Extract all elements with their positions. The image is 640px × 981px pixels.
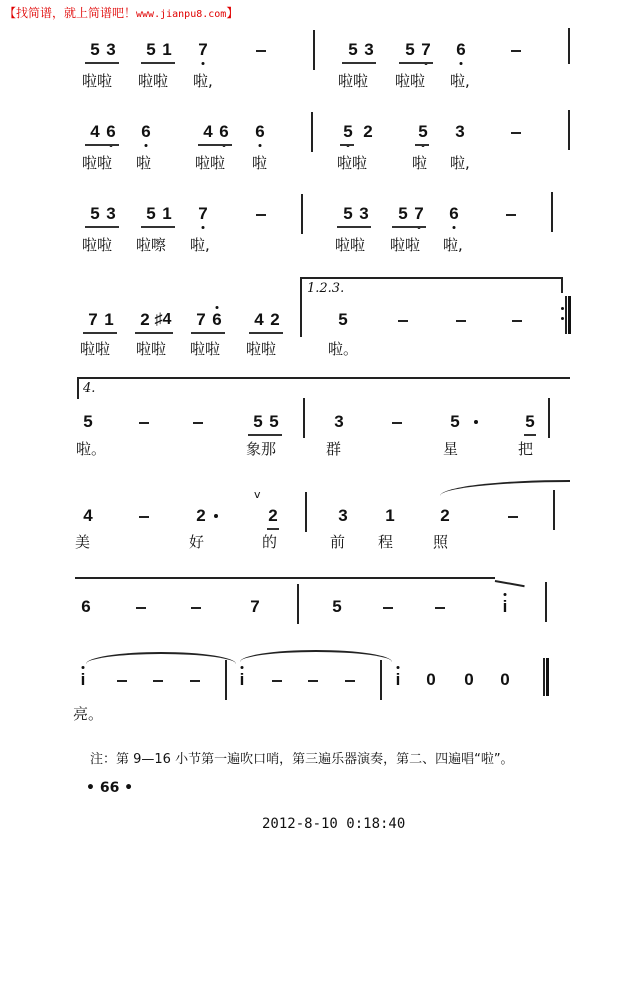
slur-end: [495, 580, 525, 587]
note: 3: [106, 40, 116, 59]
note: 5: [332, 597, 342, 616]
note: 5: [418, 122, 428, 141]
underline: [85, 226, 119, 228]
volta-bracket-top: [300, 277, 562, 279]
lyric: 前: [330, 533, 346, 551]
note: 5: [525, 412, 535, 431]
sustain-dash: [191, 607, 201, 609]
note: 5: [398, 204, 408, 223]
bar-line: [553, 490, 555, 530]
lyric: 啦啦: [138, 72, 169, 90]
repeat-bar-thin: [565, 296, 567, 334]
sustain-dash: [256, 50, 266, 52]
note: 1: [162, 204, 172, 223]
note: 7: [414, 204, 424, 223]
bar-line: [303, 398, 305, 438]
lyric: 啦: [412, 154, 428, 172]
note: 4: [83, 506, 93, 525]
volta-bracket-left: [77, 377, 79, 399]
sustain-dash: [117, 680, 127, 682]
lyric: 啦啦: [335, 236, 366, 254]
sustain-dash: [511, 50, 521, 52]
note: 1: [385, 506, 395, 525]
note: 6: [255, 122, 265, 141]
sustain-dash: [512, 320, 522, 322]
note: 4: [203, 122, 213, 141]
note: 5: [90, 204, 100, 223]
underline: [141, 62, 175, 64]
volta-label-123: 1.2.3.: [307, 281, 345, 296]
note: 2: [440, 506, 450, 525]
bar-line: [380, 660, 382, 700]
sustain-dash: [345, 680, 355, 682]
lyric: 啦啦: [82, 72, 113, 90]
sustain-dash: [193, 422, 203, 424]
slur: [440, 480, 570, 496]
lyric: 啦啦: [136, 340, 167, 358]
final-bar-thin: [543, 658, 545, 696]
note: 1: [162, 40, 172, 59]
lyric: 好: [189, 533, 205, 551]
lyric: 照: [433, 533, 449, 551]
bar-line: [297, 584, 299, 624]
lyric: 啦啦: [246, 340, 277, 358]
bar-line: [551, 192, 553, 232]
note: 3: [359, 204, 369, 223]
sustain-dash: [139, 422, 149, 424]
page-number: • 66 •: [86, 780, 134, 796]
lyric: 啦啦: [82, 236, 113, 254]
site-header-banner: [4, 4, 238, 21]
underline: [249, 332, 283, 334]
lyric: 啦。: [328, 340, 359, 358]
header-url[interactable]: www.jianpu8.com: [136, 9, 227, 20]
note: 5: [338, 310, 348, 329]
note: 7: [198, 40, 208, 59]
note: 7: [88, 310, 98, 329]
slur-continuation: [75, 577, 495, 579]
note: i: [395, 670, 401, 689]
lyric: 啦,: [193, 72, 213, 90]
lyric: 啦啦: [80, 340, 111, 358]
note: 3: [338, 506, 348, 525]
bar-line: [311, 112, 313, 152]
lyric: 亮。: [73, 705, 104, 723]
footnote: 注：第 9—16 小节第一遍吹口哨，第三遍乐器演奏，第二、四遍唱“啦”。: [90, 752, 514, 767]
note: 5: [146, 40, 156, 59]
breath-mark: v: [254, 488, 261, 501]
note: 7: [198, 204, 208, 223]
lyric: 美: [75, 533, 91, 551]
sustain-dash: [136, 607, 146, 609]
lyric: 啦嚓: [136, 236, 167, 254]
sustain-dash: [308, 680, 318, 682]
note: 1: [104, 310, 114, 329]
underline: [85, 62, 119, 64]
lyric: 啦,: [443, 236, 463, 254]
lyric: 把: [518, 440, 534, 458]
note: 5: [83, 412, 93, 431]
note: 5: [146, 204, 156, 223]
note: 2: [268, 506, 278, 525]
lyric: 啦。: [76, 440, 107, 458]
underline: [415, 144, 429, 146]
note: i: [80, 670, 86, 689]
lyric: 啦: [136, 154, 152, 172]
lyric: 啦,: [450, 72, 470, 90]
bar-line: [305, 492, 307, 532]
underline: [248, 434, 282, 436]
sustain-dash: [256, 214, 266, 216]
lyric: 啦啦: [190, 340, 221, 358]
note: 5: [253, 412, 263, 431]
lyric: 啦啦: [395, 72, 426, 90]
lyric: 啦,: [450, 154, 470, 172]
note: 5: [405, 40, 415, 59]
note: 6: [449, 204, 459, 223]
sustain-dash: [435, 607, 445, 609]
header-text: 【找简谱，就上简谱吧！: [4, 6, 137, 20]
augmentation-dot: [474, 420, 478, 424]
sustain-dash: [190, 680, 200, 682]
repeat-dot: [561, 317, 564, 320]
underline: [191, 332, 225, 334]
note: 7: [250, 597, 260, 616]
sustain-dash: [511, 132, 521, 134]
lyric: 啦啦: [390, 236, 421, 254]
sustain-dash: [398, 320, 408, 322]
note: 2: [140, 310, 150, 329]
bar-line: [548, 398, 550, 438]
final-bar-thick: [546, 658, 549, 696]
volta-bracket-left: [300, 277, 302, 337]
lyric: 啦啦: [195, 154, 226, 172]
sustain-dash: [506, 214, 516, 216]
underline: [524, 434, 536, 436]
lyric: 象那: [246, 440, 277, 458]
volta-bracket-right: [561, 277, 563, 293]
note: 3: [334, 412, 344, 431]
lyric: 的: [262, 533, 278, 551]
note: 4: [90, 122, 100, 141]
note: 3: [455, 122, 465, 141]
lyric: 程: [378, 533, 394, 551]
sustain-dash: [383, 607, 393, 609]
note: 4: [254, 310, 264, 329]
underline: [340, 144, 354, 146]
note: ♯4: [154, 311, 172, 328]
underline: [141, 226, 175, 228]
note: 7: [421, 40, 431, 59]
note: 6: [81, 597, 91, 616]
underline: [392, 226, 426, 228]
note: 0: [426, 670, 436, 689]
underline: [85, 144, 119, 146]
volta-bracket-top: [77, 377, 570, 379]
note: i: [239, 670, 245, 689]
lyric: 群: [326, 440, 342, 458]
volta-label-4: 4.: [83, 381, 96, 396]
sustain-dash: [153, 680, 163, 682]
lyric: 啦,: [190, 236, 210, 254]
note: 0: [500, 670, 510, 689]
bar-line: [301, 194, 303, 234]
underline: [342, 62, 376, 64]
lyric: 星: [443, 440, 459, 458]
bar-line: [568, 110, 570, 150]
header-close: 】: [226, 6, 239, 20]
note: 6: [456, 40, 466, 59]
underline: [198, 144, 232, 146]
lyric: 啦啦: [82, 154, 113, 172]
note: 6: [106, 122, 116, 141]
bar-line: [225, 660, 227, 700]
note: 5: [343, 122, 353, 141]
note: 6: [141, 122, 151, 141]
timestamp: 2012-8-10 0:18:40: [262, 816, 406, 832]
note: 5: [269, 412, 279, 431]
sustain-dash: [139, 516, 149, 518]
bar-line: [568, 28, 570, 64]
note: 2: [196, 506, 206, 525]
lyric: 啦啦: [338, 72, 369, 90]
sustain-dash: [456, 320, 466, 322]
note: 3: [364, 40, 374, 59]
repeat-bar-thick: [568, 296, 571, 334]
note: 5: [90, 40, 100, 59]
augmentation-dot: [214, 514, 218, 518]
note: 5: [343, 204, 353, 223]
note: 0: [464, 670, 474, 689]
note: 5: [348, 40, 358, 59]
note: 6: [219, 122, 229, 141]
underline: [399, 62, 433, 64]
tie: [240, 650, 392, 662]
note: 5: [450, 412, 460, 431]
sustain-dash: [272, 680, 282, 682]
tie: [86, 652, 236, 664]
underline: [83, 332, 117, 334]
underline: [135, 332, 173, 334]
lyric: 啦啦: [337, 154, 368, 172]
underline: [267, 528, 279, 530]
note: i: [502, 597, 508, 616]
note: 2: [363, 122, 373, 141]
bar-line: [545, 582, 547, 622]
underline: [337, 226, 371, 228]
note: 2: [270, 310, 280, 329]
bar-line: [313, 30, 315, 70]
repeat-dot: [561, 307, 564, 310]
note: 3: [106, 204, 116, 223]
note: 7: [196, 310, 206, 329]
lyric: 啦: [252, 154, 268, 172]
note: 6: [212, 310, 222, 329]
sustain-dash: [508, 516, 518, 518]
sustain-dash: [392, 422, 402, 424]
